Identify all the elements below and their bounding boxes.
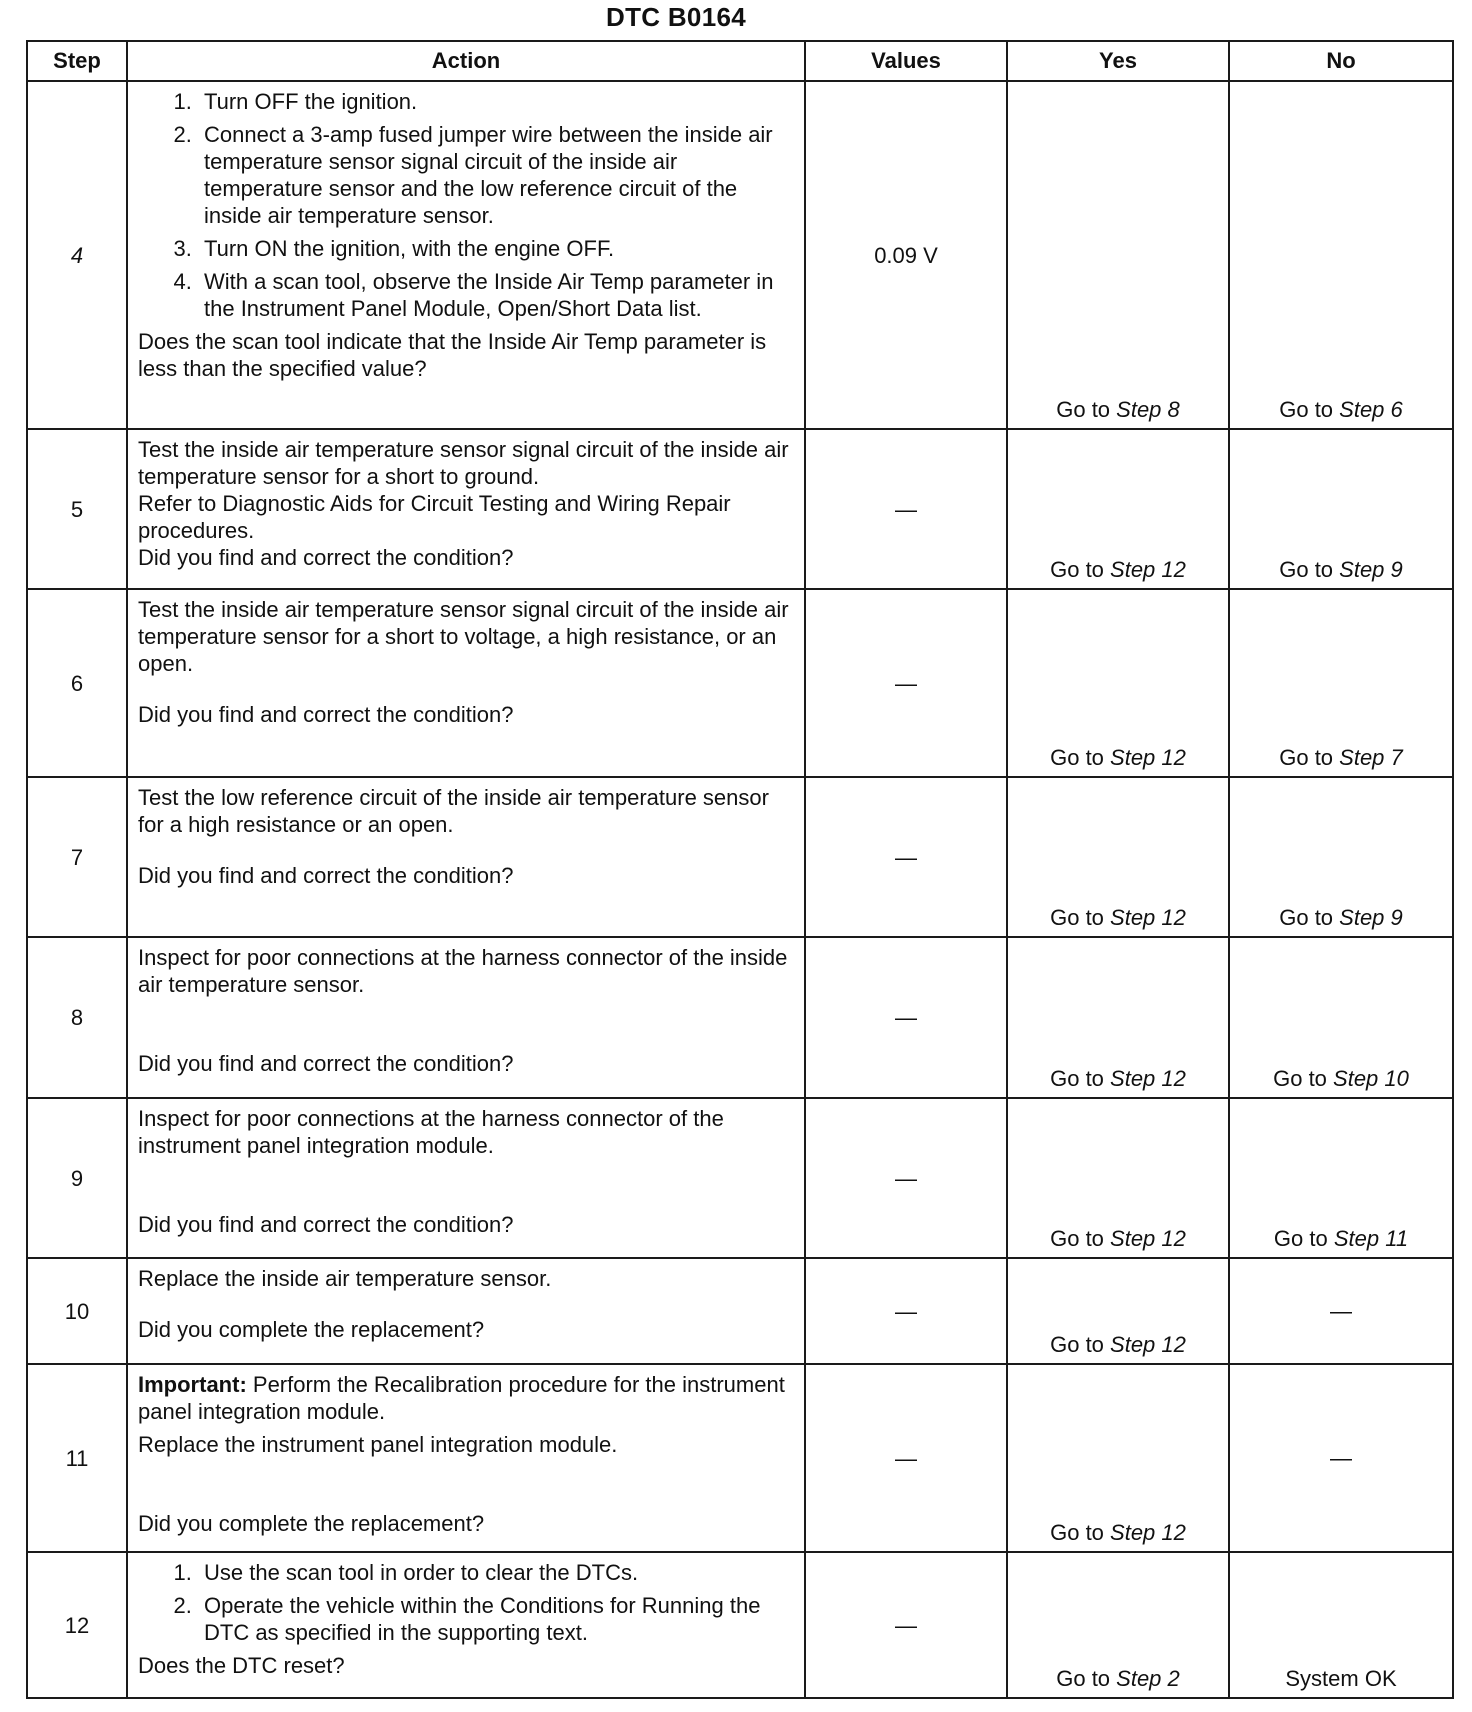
action-question: Does the DTC reset?	[138, 1653, 345, 1678]
instruction-item: 4. With a scan tool, observe the Inside Air Temp parameter in the Instrument Panel Module, Open/Short Data list.	[198, 268, 792, 322]
action-question: Did you find and correct the condition?	[138, 545, 514, 570]
yes-cell	[1007, 777, 1229, 937]
action-cell	[127, 81, 805, 429]
goto-label: Go to	[1056, 1666, 1117, 1691]
no-cell	[1229, 429, 1453, 589]
action-question: Did you find and correct the condition?	[138, 1051, 514, 1076]
table-row	[27, 1364, 1453, 1552]
action-cell	[127, 777, 805, 937]
goto-label: Go to	[1050, 745, 1111, 770]
important-text: Perform the Recalibration procedure for the instrument panel integration module.	[138, 1372, 785, 1424]
no-goto	[1230, 1225, 1452, 1252]
yes-goto	[1008, 556, 1228, 583]
no-cell	[1229, 777, 1453, 937]
instruction-item: 1. Turn OFF the ignition.	[198, 88, 792, 115]
yes-cell	[1007, 937, 1229, 1098]
goto-step-link[interactable]: Step 12	[1110, 745, 1186, 770]
action-cell	[127, 429, 805, 589]
goto-step-link[interactable]: Step 12	[1110, 1332, 1186, 1357]
step-number: 6	[27, 589, 127, 777]
value-cell: —	[805, 1364, 1007, 1552]
goto-step-link[interactable]: Step 2	[1116, 1666, 1180, 1691]
instruction-item: 3. Turn ON the ignition, with the engine OFF.	[198, 235, 792, 262]
instruction-item: 1. Use the scan tool in order to clear the DTCs.	[198, 1559, 792, 1586]
column-header-yes: Yes	[1007, 41, 1229, 81]
step-number: 10	[27, 1258, 127, 1364]
step-number: 12	[27, 1552, 127, 1698]
goto-label: Go to	[1279, 557, 1340, 582]
action-cell	[127, 1098, 805, 1258]
action-question: Does the scan tool indicate that the Inside Air Temp parameter is less than the specified value?	[138, 329, 767, 381]
no-cell	[1229, 589, 1453, 777]
value-cell: —	[805, 1552, 1007, 1698]
important-label: Important:	[138, 1372, 247, 1397]
goto-label: Go to	[1050, 1332, 1111, 1357]
goto-step-link[interactable]: Step 9	[1339, 557, 1403, 582]
action-text: Test the inside air temperature sensor signal circuit of the inside air temperature sensor for a short to voltage, a high resistance, or an open.	[138, 597, 789, 676]
table-row	[27, 81, 1453, 429]
value-cell: —	[805, 1258, 1007, 1364]
value-cell: —	[805, 777, 1007, 937]
no-cell	[1229, 937, 1453, 1098]
goto-label: Go to	[1273, 1066, 1334, 1091]
no-goto	[1230, 556, 1452, 583]
no-dash: —	[1330, 1445, 1352, 1471]
step-number: 11	[27, 1364, 127, 1552]
action-cell	[127, 589, 805, 777]
column-header-step: Step	[27, 41, 127, 81]
goto-label: Go to	[1279, 905, 1340, 930]
instruction-item: 2. Connect a 3-amp fused jumper wire between the inside air temperature sensor signal circuit of the inside air temperature sensor and the low reference circuit of the inside air temperature sensor.	[198, 121, 792, 229]
yes-cell	[1007, 429, 1229, 589]
column-header-action: Action	[127, 41, 805, 81]
document-title: DTC B0164	[606, 2, 746, 32]
goto-step-link[interactable]: Step 11	[1333, 1226, 1409, 1251]
action-text: Test the low reference circuit of the inside air temperature sensor for a high resistance or an open.	[138, 785, 769, 837]
value-cell: —	[805, 937, 1007, 1098]
goto-step-link[interactable]: Step 7	[1339, 745, 1403, 770]
goto-step-link[interactable]: Step 12	[1110, 1066, 1186, 1091]
table-row	[27, 589, 1453, 777]
value-cell: —	[805, 1098, 1007, 1258]
diagnostic-table	[26, 40, 1454, 1699]
goto-step-link[interactable]: Step 6	[1339, 397, 1403, 422]
step-number: 9	[27, 1098, 127, 1258]
yes-cell	[1007, 1364, 1229, 1552]
action-text: Inspect for poor connections at the harness connector of the instrument panel integration module.	[138, 1106, 724, 1158]
value-cell: 0.09 V	[805, 81, 1007, 429]
table-row	[27, 1552, 1453, 1698]
action-cell	[127, 1258, 805, 1364]
no-cell	[1229, 1364, 1453, 1552]
goto-step-link[interactable]: Step 10	[1333, 1066, 1409, 1091]
no-cell	[1229, 1552, 1453, 1698]
table-row	[27, 937, 1453, 1098]
step-number: 8	[27, 937, 127, 1098]
instruction-list	[138, 1559, 792, 1646]
instruction-item: 2. Operate the vehicle within the Conditions for Running the DTC as specified in the supporting text.	[198, 1592, 792, 1646]
yes-cell	[1007, 589, 1229, 777]
goto-step-link[interactable]: Step 9	[1339, 905, 1403, 930]
yes-goto	[1008, 1225, 1228, 1252]
table-row	[27, 777, 1453, 937]
no-goto	[1230, 744, 1452, 771]
step-number: 7	[27, 777, 127, 937]
step-number: 5	[27, 429, 127, 589]
action-note: Refer to Diagnostic Aids for Circuit Testing and Wiring Repair procedures.	[138, 491, 731, 543]
goto-step-link[interactable]: Step 12	[1110, 1520, 1186, 1545]
value-cell: —	[805, 429, 1007, 589]
goto-label: Go to	[1279, 745, 1340, 770]
action-text: Replace the instrument panel integration module.	[138, 1432, 618, 1457]
no-goto	[1230, 904, 1452, 931]
action-cell	[127, 1364, 805, 1552]
action-question: Did you find and correct the condition?	[138, 863, 514, 888]
no-goto	[1230, 396, 1452, 423]
table-row	[27, 1098, 1453, 1258]
yes-goto	[1008, 396, 1228, 423]
goto-label: Go to	[1050, 1226, 1111, 1251]
action-text: Inspect for poor connections at the harness connector of the inside air temperature sensor.	[138, 945, 788, 997]
step-number: 4	[27, 81, 127, 429]
goto-step-link[interactable]: Step 12	[1110, 905, 1186, 930]
table-row	[27, 1258, 1453, 1364]
action-question: Did you complete the replacement?	[138, 1511, 485, 1536]
goto-step-link[interactable]: Step 8	[1116, 397, 1180, 422]
no-cell	[1229, 1258, 1453, 1364]
instruction-list	[138, 88, 792, 322]
yes-goto	[1008, 1331, 1228, 1358]
important-note	[138, 1371, 792, 1425]
yes-goto	[1008, 1519, 1228, 1546]
goto-label: Go to	[1050, 557, 1111, 582]
yes-cell	[1007, 1552, 1229, 1698]
goto-step-link[interactable]: Step 12	[1110, 557, 1186, 582]
table-header-row	[27, 41, 1453, 81]
action-question: Did you find and correct the condition?	[138, 702, 514, 727]
no-cell	[1229, 81, 1453, 429]
yes-goto	[1008, 744, 1228, 771]
system-ok-text: System OK	[1285, 1666, 1397, 1691]
yes-goto	[1008, 1665, 1228, 1692]
goto-label: Go to	[1273, 1226, 1334, 1251]
action-text: Replace the inside air temperature sensor.	[138, 1266, 552, 1291]
goto-label: Go to	[1050, 1066, 1111, 1091]
value-cell: —	[805, 589, 1007, 777]
goto-label: Go to	[1050, 1520, 1111, 1545]
table-row	[27, 429, 1453, 589]
no-cell	[1229, 1098, 1453, 1258]
yes-cell	[1007, 81, 1229, 429]
action-question: Did you find and correct the condition?	[138, 1212, 514, 1237]
yes-cell	[1007, 1098, 1229, 1258]
column-header-values: Values	[805, 41, 1007, 81]
goto-label: Go to	[1279, 397, 1340, 422]
action-question: Did you complete the replacement?	[138, 1317, 485, 1342]
goto-step-link[interactable]: Step 12	[1110, 1226, 1186, 1251]
yes-goto	[1008, 904, 1228, 931]
action-cell	[127, 1552, 805, 1698]
no-dash: —	[1330, 1298, 1352, 1324]
action-cell	[127, 937, 805, 1098]
yes-goto	[1008, 1065, 1228, 1092]
column-header-no: No	[1229, 41, 1453, 81]
no-goto	[1230, 1065, 1452, 1092]
goto-label: Go to	[1056, 397, 1117, 422]
goto-label: Go to	[1050, 905, 1111, 930]
yes-cell	[1007, 1258, 1229, 1364]
action-text: Test the inside air temperature sensor signal circuit of the inside air temperature sensor for a short to ground.	[138, 437, 789, 489]
